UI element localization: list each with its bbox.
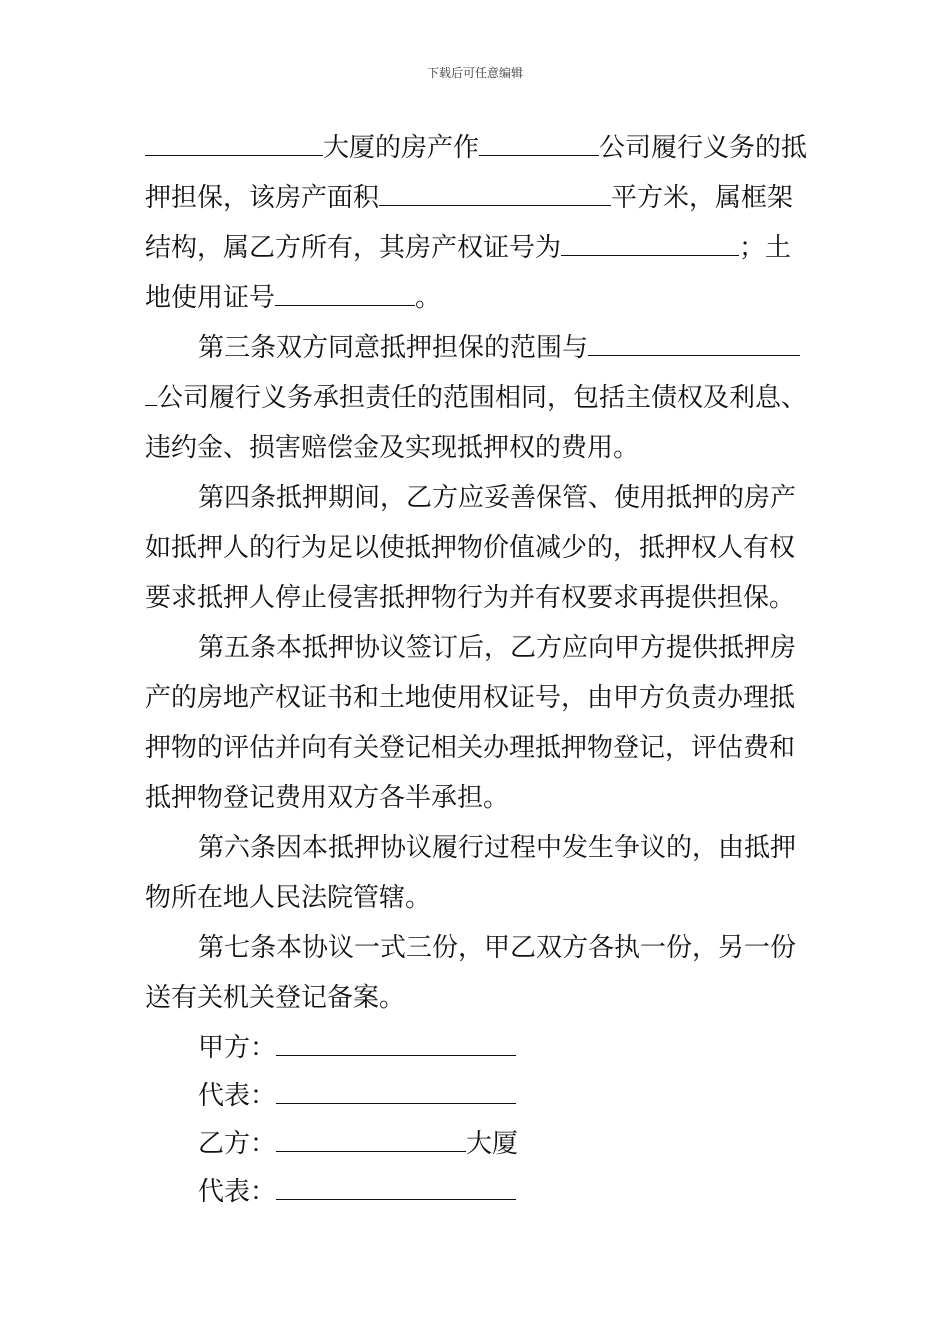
p3-line-1 [198, 333, 800, 363]
p7-line-1: 第七条本协议一式三份，甲乙双方各执一份，另一份 [198, 933, 797, 963]
label: 代表： [198, 1081, 277, 1111]
signature-rep-b [198, 1177, 516, 1207]
text: 公司履行义务的抵 [599, 133, 808, 163]
p5-line-4: 抵押物登记费用双方各半承担。 [145, 783, 510, 813]
blank-rep-b [276, 1177, 516, 1200]
blank-company-cont [145, 383, 157, 406]
text: 地使用证号 [145, 283, 276, 313]
p4-line-1: 第四条抵押期间，乙方应妥善保管、使用抵押的房产 [198, 483, 797, 513]
p7-line-2: 送有关机关登记备案。 [145, 983, 406, 1013]
p6-line-2: 物所在地人民法院管辖。 [145, 883, 432, 913]
blank-land-cert [275, 283, 415, 306]
text: 大厦的房产作 [323, 133, 480, 163]
label-suffix: 大厦 [466, 1129, 519, 1159]
p4-line-2: 如抵押人的行为足以使抵押物价值减少的，抵押权人有权 [145, 533, 796, 563]
blank-building [145, 133, 323, 156]
label: 甲方： [198, 1033, 277, 1063]
text: 公司履行义务承担责任的范围相同，包括主债权及利息、 [157, 383, 808, 413]
p5-line-1: 第五条本抵押协议签订后，乙方应向甲方提供抵押房 [198, 633, 797, 663]
p6-line-1: 第六条因本抵押协议履行过程中发生争议的，由抵押 [198, 833, 797, 863]
p1-line-2 [145, 183, 793, 213]
signature-party-a [198, 1033, 516, 1063]
blank-company [479, 133, 599, 156]
text: 押担保，该房产面积 [145, 183, 380, 213]
signature-rep-a [198, 1081, 516, 1111]
p5-line-3: 押物的评估并向有关登记相关办理抵押物登记，评估费和 [145, 733, 796, 763]
p3-line-3: 违约金、损害赔偿金及实现抵押权的费用。 [145, 433, 640, 463]
signature-party-b [198, 1129, 518, 1159]
blank-party-a [276, 1033, 516, 1056]
text: 平方米，属框架 [611, 183, 794, 213]
blank-party-b [276, 1129, 466, 1152]
blank-area [379, 183, 611, 206]
p4-line-3: 要求抵押人停止侵害抵押物行为并有权要求再提供担保。 [145, 583, 796, 613]
p1-line-3 [145, 233, 791, 263]
p1-line-4 [145, 283, 441, 313]
page-header: 下载后可任意编辑 [426, 66, 523, 80]
text: 结构，属乙方所有，其房产权证号为 [145, 233, 562, 263]
blank-certificate-no [561, 233, 739, 256]
p3-line-2 [145, 383, 807, 413]
blank-rep-a [276, 1081, 516, 1104]
blank-company [588, 333, 800, 356]
text: 第三条双方同意抵押担保的范围与 [198, 333, 589, 363]
p5-line-2: 产的房地产权证书和土地使用权证号，由甲方负责办理抵 [145, 683, 796, 713]
label: 乙方： [198, 1129, 277, 1159]
text: 。 [415, 283, 442, 313]
label: 代表： [198, 1177, 277, 1207]
text: ；土 [739, 233, 792, 263]
p1-line-1 [145, 133, 807, 163]
